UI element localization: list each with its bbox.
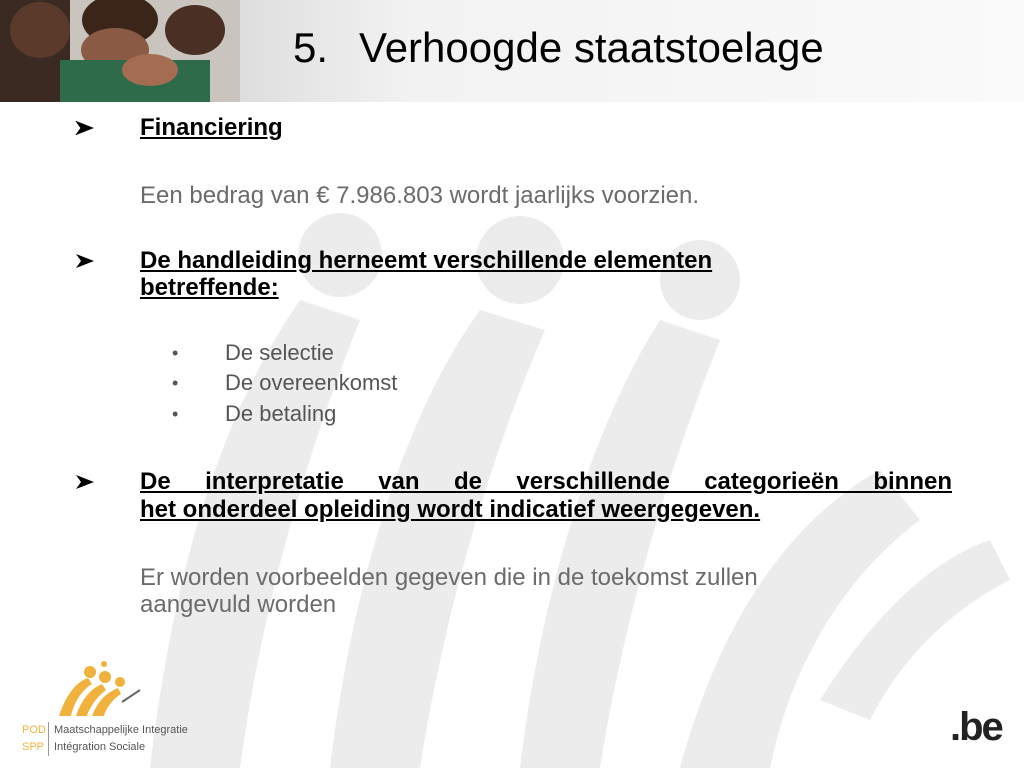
arrow-bullet-icon xyxy=(74,253,96,269)
logo-divider xyxy=(48,722,49,756)
logo-nl: Maatschappelijke Integratie xyxy=(54,724,188,736)
heading-handleiding-line2: betreffende: xyxy=(140,274,279,301)
bullet-item: De overeenkomst xyxy=(225,370,398,395)
heading-interpretatie-line2: het onderdeel opleiding wordt indicatief weergegeven. xyxy=(140,496,761,523)
voorbeelden-text-line2: aangevuld worden xyxy=(140,591,337,618)
financiering-text: Een bedrag van € 7.986.803 wordt jaarlijks voorzien. xyxy=(140,182,700,209)
figures-logo-icon xyxy=(54,660,144,716)
title-text: Verhoogde staatstoelage xyxy=(359,24,824,71)
header-band xyxy=(0,0,1024,102)
heading-handleiding-line1: De handleiding herneemt verschillende elementen xyxy=(140,247,713,274)
heading-financiering: Financiering xyxy=(140,114,283,141)
children-photo xyxy=(0,0,240,102)
bullet-dot-icon: • xyxy=(172,373,179,393)
pod-label: POD xyxy=(22,724,46,736)
logo-fr: Intégration Sociale xyxy=(54,741,146,753)
bullet-item: De betaling xyxy=(225,401,337,426)
bullet-item: De selectie xyxy=(225,340,334,365)
bullet-dot-icon: • xyxy=(172,404,179,424)
heading-interpretatie-line1: De interpretatie van de verschillende categorieën binnen xyxy=(140,468,952,495)
spp-label: SPP xyxy=(22,741,45,753)
arrow-bullet-icon xyxy=(74,120,96,136)
bullet-dot-icon: • xyxy=(172,343,179,363)
slide-title xyxy=(293,24,824,72)
voorbeelden-text-line1: Er worden voorbeelden gegeven die in de toekomst zullen xyxy=(140,564,758,591)
pod-logo xyxy=(14,660,214,760)
title-number: 5. xyxy=(293,24,329,71)
be-logo: .be xyxy=(950,705,1002,749)
arrow-bullet-icon xyxy=(74,474,96,490)
